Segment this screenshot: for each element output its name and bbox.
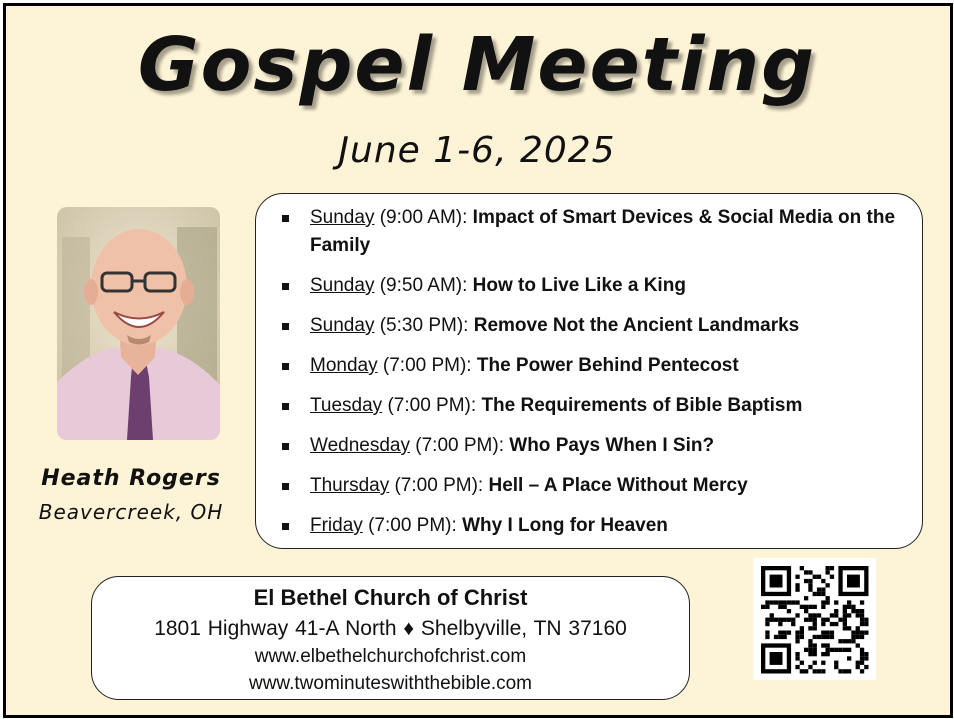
speaker-portrait-image xyxy=(57,207,220,440)
address-street: 1801 Highway 41-A North xyxy=(154,617,397,640)
speaker-photo xyxy=(57,207,220,440)
schedule-day: Tuesday xyxy=(310,395,383,416)
schedule-time: (7:00 PM): xyxy=(382,355,472,376)
diamond-separator-icon: ♦ xyxy=(403,617,415,640)
square-bullet-icon xyxy=(282,323,289,330)
schedule-time: (9:50 AM): xyxy=(379,275,468,296)
schedule-list xyxy=(256,194,922,540)
square-bullet-icon xyxy=(282,483,289,490)
church-website-link[interactable]: www.elbethelchurchofchrist.com xyxy=(254,646,527,667)
schedule-day: Sunday xyxy=(310,275,375,296)
schedule-time: (7:00 PM): xyxy=(387,395,477,416)
church-address xyxy=(92,617,689,641)
schedule-item xyxy=(280,432,904,460)
schedule-item xyxy=(280,472,904,500)
church-info-box xyxy=(91,576,690,700)
meeting-dates: June 1-6, 2025 xyxy=(338,130,616,171)
schedule-day: Wednesday xyxy=(310,435,410,456)
schedule-item xyxy=(280,512,904,540)
square-bullet-icon xyxy=(282,283,289,290)
schedule-item xyxy=(280,352,904,380)
schedule-topic: Hell – A Place Without Mercy xyxy=(488,475,748,496)
schedule-topic: The Power Behind Pentecost xyxy=(476,355,739,376)
schedule-item xyxy=(280,272,904,300)
schedule-topic: The Requirements of Bible Baptism xyxy=(481,395,803,416)
schedule-topic: Who Pays When I Sin? xyxy=(509,435,715,456)
schedule-time: (7:00 PM): xyxy=(368,515,457,536)
schedule-topic: Why I Long for Heaven xyxy=(462,515,668,536)
schedule-topic: How to Live Like a King xyxy=(472,275,686,296)
square-bullet-icon xyxy=(282,443,289,450)
qr-code-icon[interactable] xyxy=(753,558,876,680)
schedule-time: (7:00 PM): xyxy=(415,435,504,456)
schedule-day: Monday xyxy=(310,355,378,376)
page-title: Gospel Meeting xyxy=(137,22,817,108)
schedule-topic: Remove Not the Ancient Landmarks xyxy=(473,315,800,336)
church-name: El Bethel Church of Christ xyxy=(253,585,528,610)
bible-website-link[interactable]: www.twominuteswiththebible.com xyxy=(248,673,532,694)
speaker-name: Heath Rogers xyxy=(41,466,221,491)
schedule-time: (9:00 AM): xyxy=(379,207,468,228)
schedule-day: Sunday xyxy=(310,315,375,336)
schedule-box xyxy=(255,193,923,549)
schedule-day: Sunday xyxy=(310,207,375,228)
address-city: Shelbyville, TN 37160 xyxy=(420,617,627,640)
square-bullet-icon xyxy=(282,215,289,222)
schedule-item xyxy=(280,204,904,260)
square-bullet-icon xyxy=(282,363,289,370)
schedule-day: Thursday xyxy=(310,475,390,496)
speaker-location: Beavercreek, OH xyxy=(38,500,224,524)
schedule-day: Friday xyxy=(310,515,363,536)
schedule-time: (5:30 PM): xyxy=(379,315,469,336)
schedule-topic: Impact of Smart Devices & Social Media on the Family xyxy=(310,207,896,256)
square-bullet-icon xyxy=(282,523,289,530)
schedule-item xyxy=(280,312,904,340)
qr-code-graphic xyxy=(753,558,876,680)
schedule-time: (7:00 PM): xyxy=(394,475,484,496)
square-bullet-icon xyxy=(282,403,289,410)
schedule-item xyxy=(280,392,904,420)
